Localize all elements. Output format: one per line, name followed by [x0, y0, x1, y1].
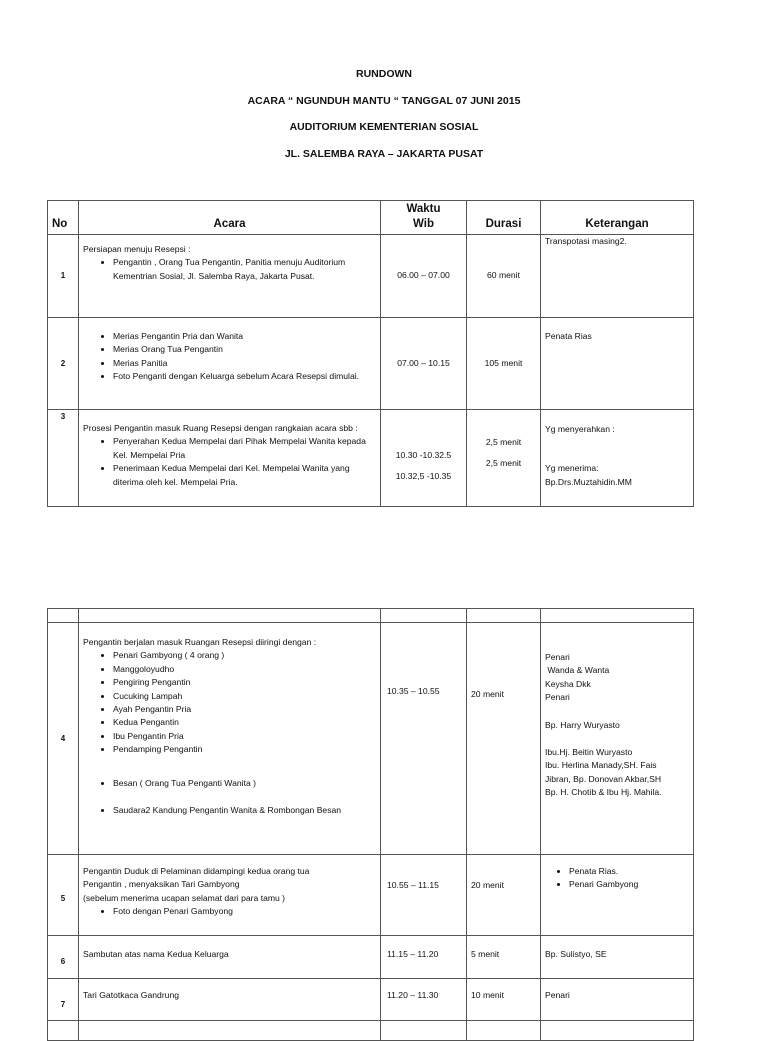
- keterangan-list: [545, 865, 689, 892]
- list-item: • Foto Penganti dengan Keluarga sebelum Acara Resepsi dimulai.: [113, 370, 376, 383]
- doc-title: RUNDOWN: [356, 68, 412, 80]
- list-item: • Penyerahan Kedua Mempelai dari Pihak Mempelai Wanita kepada Kel. Mempelai Pria: [113, 435, 376, 462]
- row-acara: Tari Gatotkaca Gandrung: [79, 979, 381, 1021]
- empty-cell: [467, 609, 541, 623]
- row-keterangan: Penata Rias: [541, 318, 694, 410]
- keterangan-line: Keysha Dkk: [545, 678, 591, 689]
- list-item: • Penari Gambyong ( 4 orang ): [113, 649, 376, 662]
- empty-cell: [79, 609, 381, 623]
- row-number: 4: [48, 623, 79, 855]
- table-row: [48, 936, 694, 979]
- empty-cell: [381, 609, 467, 623]
- row-acara: [79, 623, 381, 855]
- row-waktu: [381, 410, 467, 507]
- row-keterangan: Transpotasi masing2.: [541, 235, 694, 318]
- durasi-line: 2,5 menit: [485, 437, 522, 447]
- row-durasi: 5 menit: [467, 936, 541, 979]
- row-durasi: 60 menit: [467, 235, 541, 318]
- col-durasi-header: Durasi: [467, 201, 541, 235]
- acara-list: [83, 435, 376, 489]
- list-item: • Penerimaan Kedua Mempelai dari Kel. Mempelai Wanita yang diterima oleh kel. Mempelai Pria.: [113, 462, 376, 489]
- row-number: 3: [48, 410, 79, 507]
- row-number: 2: [48, 318, 79, 410]
- keterangan-line: Yg menyerahkan :: [545, 424, 615, 434]
- list-item: • Penata Rias.: [569, 865, 689, 878]
- row-keterangan: [541, 410, 694, 507]
- row-waktu: 06.00 – 07.00: [381, 235, 467, 318]
- table-header-row: [48, 201, 694, 235]
- acara-list: [83, 330, 376, 384]
- acara-list: [83, 256, 376, 283]
- table-row: [48, 318, 694, 410]
- rundown-table-1: [47, 200, 694, 507]
- durasi-line: 2,5 menit: [485, 458, 522, 469]
- table-row: [48, 623, 694, 855]
- row-number: 5: [48, 855, 79, 936]
- empty-cell: [48, 609, 79, 623]
- row-number: 6: [48, 936, 79, 979]
- keterangan-line: Bp. H. Chotib & Ibu Hj. Mahila.: [545, 787, 662, 798]
- acara-intro: Persiapan menuju Resepsi :: [83, 244, 191, 254]
- list-item: • Penari Gambyong: [569, 878, 689, 891]
- row-keterangan: [541, 855, 694, 936]
- list-item: • Foto dengan Penari Gambyong: [113, 905, 376, 918]
- row-acara: Sambutan atas nama Kedua Keluarga: [79, 936, 381, 979]
- row-number: 7: [48, 979, 79, 1021]
- table-row: [48, 235, 694, 318]
- waktu-line: 10.32,5 -10.35: [395, 471, 452, 482]
- keterangan-line: Yg menerima:: [545, 463, 599, 474]
- list-item: • Pengiring Pengantin: [113, 676, 376, 689]
- keterangan-line: Penari: [545, 692, 570, 703]
- col-keterangan-header: Keterangan: [541, 201, 694, 235]
- keterangan-line: Bp.Drs.Muztahidin.MM: [545, 476, 632, 487]
- row-durasi: 10 menit: [467, 979, 541, 1021]
- list-item: • Besan ( Orang Tua Penganti Wanita ): [113, 777, 376, 790]
- list-item: • Ayah Pengantin Pria: [113, 703, 376, 716]
- waktu-line: 10.30 -10.32.5: [395, 450, 452, 460]
- row-acara: [79, 855, 381, 936]
- list-item: • Ibu Pengantin Pria: [113, 730, 376, 743]
- list-item: • Manggoloyudho: [113, 663, 376, 676]
- keterangan-line: Ibu. Herlina Manady,SH. Fais: [545, 760, 657, 771]
- venue-title: AUDITORIUM KEMENTERIAN SOSIAL: [289, 121, 479, 133]
- row-durasi: 20 menit: [467, 623, 541, 855]
- row-keterangan: Penari: [541, 979, 694, 1021]
- row-durasi: 105 menit: [467, 318, 541, 410]
- acara-list: [83, 649, 376, 756]
- keterangan-line: Jibran, Bp. Donovan Akbar,SH: [545, 773, 662, 784]
- row-durasi: [467, 410, 541, 507]
- col-acara-header: Acara: [79, 201, 381, 235]
- row-waktu: 10.35 – 10.55: [381, 623, 467, 855]
- col-waktu-header: [381, 201, 467, 235]
- list-item: • Merias Orang Tua Pengantin: [113, 343, 376, 356]
- list-item: • Saudara2 Kandung Pengantin Wanita & Rombongan Besan: [113, 804, 376, 817]
- address-title: JL. SALEMBA RAYA – JAKARTA PUSAT: [284, 148, 484, 160]
- row-acara: [79, 235, 381, 318]
- list-item: • Merias Panitia: [113, 357, 376, 370]
- list-item: • Pendamping Pengantin: [113, 743, 376, 756]
- row-number: 1: [48, 235, 79, 318]
- keterangan-line: Wanda & Wanta: [545, 665, 610, 676]
- rundown-table-2: [47, 608, 694, 1041]
- acara-line: (sebelum menerima ucapan selamat dari para tamu ): [83, 892, 286, 903]
- event-title: ACARA “ NGUNDUH MANTU “ TANGGAL 07 JUNI 2015: [247, 95, 521, 107]
- list-item: • Kedua Pengantin: [113, 716, 376, 729]
- table-row: [48, 410, 694, 507]
- acara-list: [83, 804, 376, 817]
- row-durasi: 20 menit: [467, 855, 541, 936]
- row-keterangan: [541, 623, 694, 855]
- row-acara: [79, 410, 381, 507]
- col-no-header: No: [48, 201, 79, 235]
- row-waktu: 07.00 – 10.15: [381, 318, 467, 410]
- keterangan-line: Penari: [545, 652, 570, 662]
- row-acara: [79, 318, 381, 410]
- list-item: • Pengantin , Orang Tua Pengantin, Panitia menuju Auditorium Kementrian Sosial, Jl. Salemba Raya, Jakarta Pusat.: [113, 256, 376, 283]
- table-row: [48, 979, 694, 1021]
- table-row: [48, 855, 694, 936]
- acara-list: [83, 777, 376, 790]
- table-row: [48, 609, 694, 623]
- list-item: • Cucuking Lampah: [113, 690, 376, 703]
- empty-cell: [541, 609, 694, 623]
- col-waktu-line1: Waktu: [406, 203, 441, 215]
- keterangan-line: Ibu.Hj. Beitin Wuryasto: [545, 747, 633, 758]
- acara-intro: Pengantin berjalan masuk Ruangan Resepsi diiringi dengan :: [83, 637, 317, 647]
- keterangan-line: Bp. Harry Wuryasto: [545, 719, 620, 730]
- row-waktu: 11.15 – 11.20: [381, 936, 467, 979]
- acara-intro: Prosesi Pengantin masuk Ruang Resepsi dengan rangkaian acara sbb :: [83, 423, 358, 433]
- acara-line: Pengantin Duduk di Pelaminan didampingi kedua orang tua: [83, 866, 310, 876]
- col-waktu-line2: Wib: [413, 218, 434, 230]
- row-waktu: 11.20 – 11.30: [381, 979, 467, 1021]
- acara-line: Pengantin , menyaksikan Tari Gambyong: [83, 879, 240, 890]
- row-waktu: 10.55 – 11.15: [381, 855, 467, 936]
- row-keterangan: Bp. Sulistyo, SE: [541, 936, 694, 979]
- acara-list: [83, 905, 376, 918]
- list-item: • Merias Pengantin Pria dan Wanita: [113, 330, 376, 343]
